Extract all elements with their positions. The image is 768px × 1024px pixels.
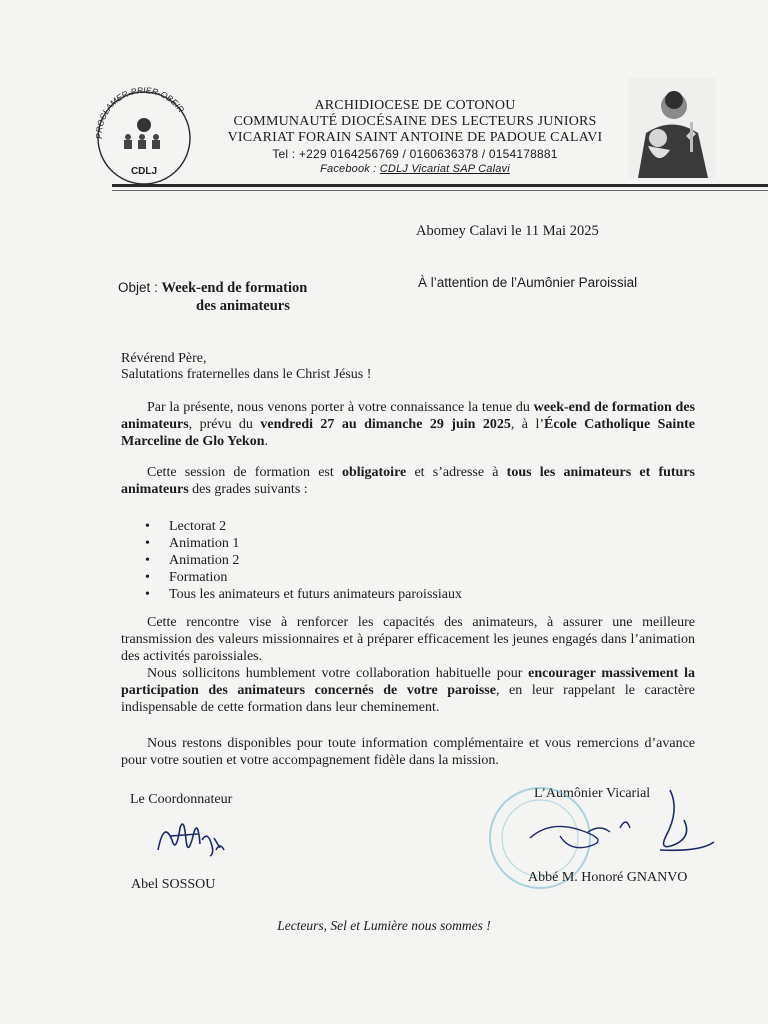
paragraph-request: Nous sollicitons humblement votre collaboration habituelle pour encourager massivement la participation des animateurs concernés de votre paroisse, en leur rappelant le caractère indispensable de cette formation dans leur cheminement. bbox=[121, 666, 696, 715]
subject-line2: des animateurs bbox=[196, 298, 290, 314]
letter-subject bbox=[118, 280, 307, 297]
list-item: • Lectorat 2 bbox=[145, 518, 462, 535]
letter-date: Abomey Calavi le 11 Mai 2025 bbox=[416, 223, 599, 239]
logo-badge-text: CDLJ bbox=[130, 166, 158, 177]
footer-motto: Lecteurs, Sel et Lumière nous sommes ! bbox=[277, 918, 491, 933]
header-facebook bbox=[200, 161, 630, 178]
header-phone: Tel : +229 0164256769 / 0160636378 / 0154178881 bbox=[272, 147, 558, 161]
header-community: COMMUNAUTÉ DIOCÉSAINE DES LECTEURS JUNIORS bbox=[233, 114, 597, 129]
header-divider bbox=[112, 184, 768, 187]
cdlj-logo bbox=[88, 78, 200, 190]
list-item: • Animation 1 bbox=[145, 535, 462, 552]
grades-list bbox=[145, 518, 462, 603]
facebook-link[interactable]: CDLJ Vicariat SAP Calavi bbox=[379, 163, 510, 175]
subject-line1: Week-end de formation bbox=[161, 280, 308, 296]
subject-label: Objet : bbox=[118, 280, 162, 295]
facebook-label: Facebook : bbox=[320, 163, 380, 175]
header-archdiocese: ARCHIDIOCESE DE COTONOU bbox=[314, 98, 516, 113]
paragraph-closing: Nous restons disponibles pour toute information complémentaire et vous remercions d’avance pour votre soutien et votre accompagnement fidèle dans la mission. bbox=[121, 736, 695, 768]
chaplain-name: Abbé M. Honoré GNANVO bbox=[528, 870, 688, 885]
paragraph-announcement: Par la présente, nous venons porter à votre connaissance la tenue du week-end de formation des animateurs, prévu du vendredi 27 au dimanche 29 juin 2025, à l’École Catholique Sainte Marceline de Glo Yekon. bbox=[121, 400, 695, 449]
list-item: • Tous les animateurs et futurs animateurs paroissiaux bbox=[145, 586, 462, 603]
greeting-line: Salutations fraternelles dans le Christ Jésus ! bbox=[121, 367, 372, 382]
chaplain-title: L’Aumônier Vicarial bbox=[534, 786, 651, 801]
header-vicariate: VICARIAT FORAIN SAINT ANTOINE DE PADOUE CALAVI bbox=[227, 130, 603, 145]
coordinator-signature bbox=[150, 810, 230, 870]
paragraph-purpose: Cette rencontre vise à renforcer les capacités des animateurs, à assurer une meilleure transmission des valeurs missionnaires et à préparer efficacement les jeunes engagés dans l’animation des activités paroissiales. bbox=[121, 615, 695, 664]
greeting-salutation: Révérend Père, bbox=[121, 351, 207, 366]
letter-recipient: À l’attention de l’Aumônier Paroissial bbox=[418, 275, 638, 290]
saint-anthony-image bbox=[628, 78, 716, 178]
list-item: • Formation bbox=[145, 569, 462, 586]
list-item: • Animation 2 bbox=[145, 552, 462, 569]
coordinator-title: Le Coordonnateur bbox=[130, 792, 233, 807]
paragraph-audience: Cette session de formation est obligatoire et s’adresse à tous les animateurs et futurs animateurs des grades suivants : bbox=[121, 465, 696, 497]
svg-text:PROCLAMER-PRIER-OBEIR bbox=[94, 85, 186, 139]
logo-ring-text: PROCLAMER-PRIER-OBEIR bbox=[93, 85, 187, 139]
header-divider-thin bbox=[112, 190, 768, 191]
coordinator-name: Abel SOSSOU bbox=[131, 877, 216, 892]
